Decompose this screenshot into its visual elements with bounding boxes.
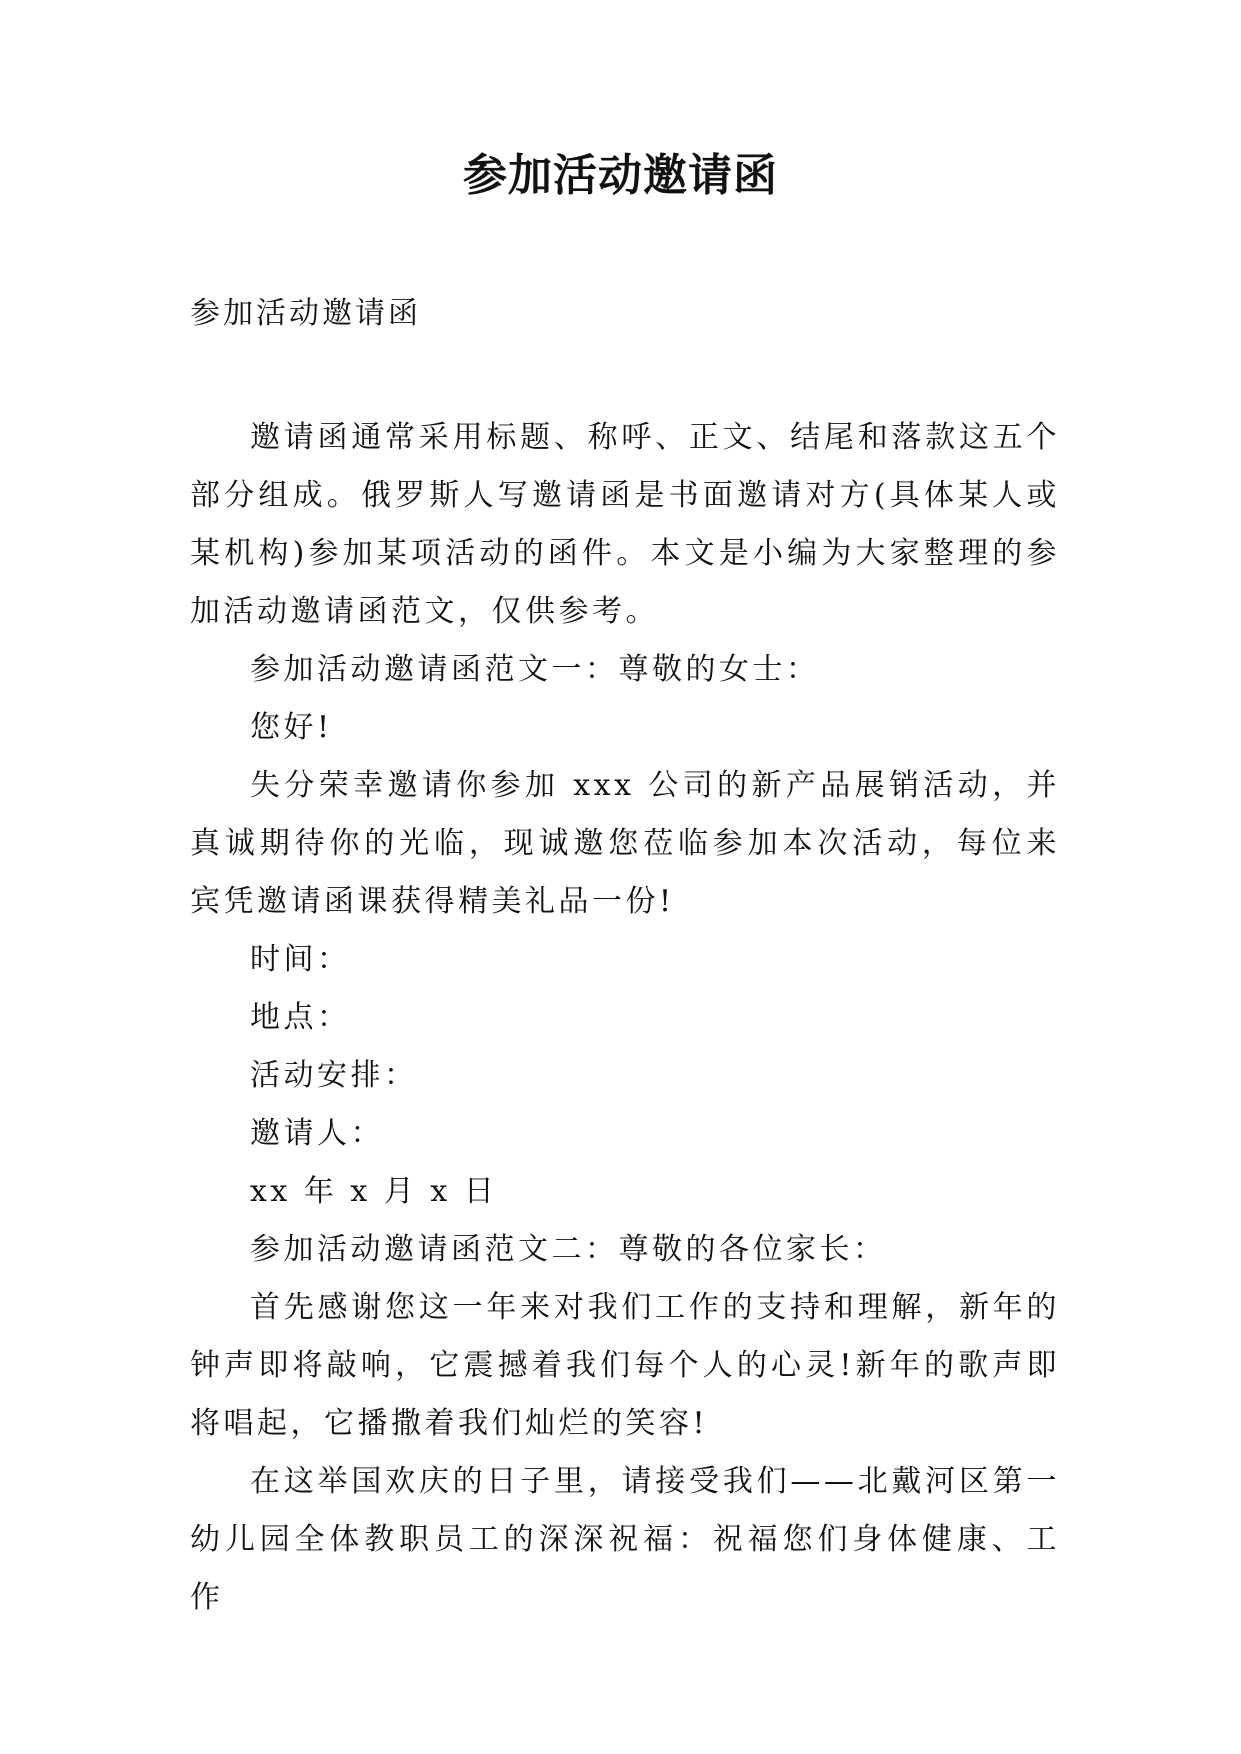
paragraph-inviter: 邀请人： (250, 1116, 384, 1151)
paragraph-invitation: 失分荣幸邀请你参加 xxx 公司的新产品展销活动，并真诚期待你的光临，现诚邀您莅临参加本次活动，每位来宾凭邀请函课获得精美礼品一份! (190, 768, 1060, 919)
paragraph-sample-one-heading: 参加活动邀请函范文一：尊敬的女士： (250, 652, 820, 687)
paragraph-date: xx 年 x 月 x 日 (250, 1174, 498, 1209)
paragraph-schedule: 活动安排： (250, 1058, 418, 1093)
paragraph-time: 时间： (250, 942, 351, 977)
paragraph-thanks: 首先感谢您这一年来对我们工作的支持和理解，新年的钟声即将敲响，它震撼着我们每个人的心灵!新年的歌声即将唱起，它播撒着我们灿烂的笑容! (190, 1290, 1060, 1441)
paragraph-intro: 邀请函通常采用标题、称呼、正文、结尾和落款这五个部分组成。俄罗斯人写邀请函是书面邀请对方(具体某人或某机构)参加某项活动的函件。本文是小编为大家整理的参加活动邀请函范文，仅供参考。 (190, 420, 1060, 629)
paragraph-sample-two-heading: 参加活动邀请函范文二：尊敬的各位家长： (250, 1232, 887, 1267)
paragraph-greeting: 您好! (250, 710, 333, 745)
document-subtitle: 参加活动邀请函 (190, 296, 421, 331)
paragraph-blessing: 在这举国欢庆的日子里，请接受我们——北戴河区第一幼儿园全体教职员工的深深祝福：祝福您们身体健康、工作 (190, 1464, 1060, 1615)
document-body (190, 409, 1060, 1627)
document-title: 参加活动邀请函 (463, 150, 778, 201)
paragraph-location: 地点： (250, 1000, 351, 1035)
